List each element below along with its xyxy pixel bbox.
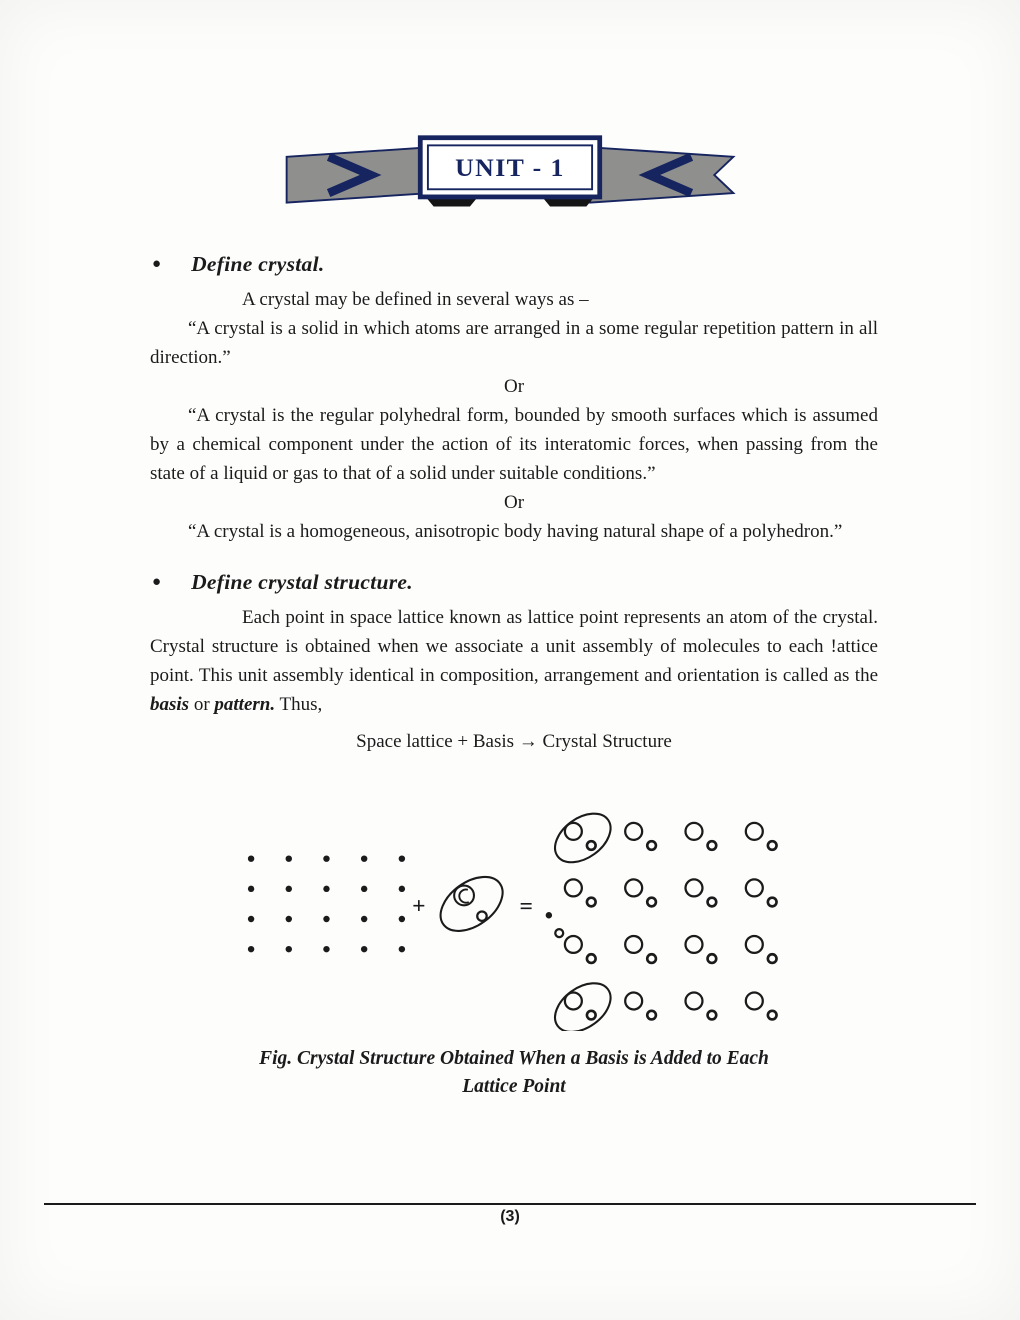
page-footer xyxy=(44,1203,976,1226)
large-atom xyxy=(625,936,642,953)
large-atom xyxy=(746,879,763,896)
lattice-point-dot xyxy=(323,886,329,892)
lattice-point-dot xyxy=(248,855,254,861)
lattice-point-dot xyxy=(399,886,405,892)
banner-ribbon-left xyxy=(287,147,430,202)
large-atom xyxy=(625,993,642,1010)
small-atom xyxy=(708,1011,717,1020)
small-atom xyxy=(768,1011,777,1020)
large-atom xyxy=(686,993,703,1010)
large-atom xyxy=(686,936,703,953)
banner-ribbon-right xyxy=(590,147,733,202)
lattice-point-dot xyxy=(286,946,292,952)
small-atom xyxy=(587,841,596,850)
footer-rule xyxy=(44,1203,976,1205)
crystal-definition-1: “A crystal is a solid in which atoms are arranged in a some regular repetition pattern in all direction.” xyxy=(150,318,878,368)
small-atom xyxy=(708,841,717,850)
lattice-point-dot xyxy=(399,916,405,922)
large-atom xyxy=(565,823,582,840)
define-crystal-intro: A crystal may be defined in several ways as – xyxy=(242,289,589,310)
lattice-point-dot xyxy=(361,855,367,861)
crystal-structure-body-text: Each point in space lattice known as lattice point represents an atom of the crystal. Crystal structure is obtained when we associate a unit assembly of molecules to each !attice point. This unit assembly identical in composition, arrangement and orientation is called as the xyxy=(150,607,878,686)
lattice-point-dot xyxy=(361,946,367,952)
heading-define-crystal: Define crystal. xyxy=(191,252,325,276)
lattice-point-dot xyxy=(286,855,292,861)
thus-text: Thus, xyxy=(275,694,323,715)
small-atom xyxy=(647,898,656,907)
figure-caption-line-1: Fig. Crystal Structure Obtained When a Basis is Added to Each xyxy=(259,1048,769,1070)
large-atom xyxy=(746,936,763,953)
small-atom xyxy=(587,1011,596,1020)
small-atom xyxy=(647,1011,656,1020)
basis-small-atom xyxy=(477,911,486,920)
small-atom xyxy=(708,898,717,907)
lattice-point-dot xyxy=(323,946,329,952)
large-atom xyxy=(625,879,642,896)
basis-unit xyxy=(431,866,513,942)
figure-caption-line-2: Lattice Point xyxy=(462,1076,566,1098)
small-atom xyxy=(587,954,596,963)
basis-atom-crescent xyxy=(459,890,468,903)
unit-banner-graphic xyxy=(274,132,746,216)
basis-outline-ellipse xyxy=(431,866,513,942)
crystal-definition-3: “A crystal is a homogeneous, anisotropic body having natural shape of a polyhedron.” xyxy=(188,521,843,542)
small-atom xyxy=(708,954,717,963)
transition-small-atom xyxy=(555,929,563,937)
crystal-definition-2: “A crystal is the regular polyhedral form, bounded by smooth surfaces which is assumed by a chemical component under the action of its interatomic forces, when passing from the state of a liquid or gas to that of a solid under suitable conditions.” xyxy=(150,405,878,484)
small-atom xyxy=(587,898,596,907)
figure-caption xyxy=(150,1045,878,1101)
lattice-point-dot xyxy=(248,916,254,922)
large-atom xyxy=(565,879,582,896)
or-connector: or xyxy=(189,694,215,715)
lattice-point-dot xyxy=(248,886,254,892)
small-atom xyxy=(647,841,656,850)
figure-container xyxy=(150,772,878,1031)
small-atom xyxy=(768,898,777,907)
small-atom xyxy=(768,954,777,963)
lattice-point-dot xyxy=(248,946,254,952)
large-atom xyxy=(625,823,642,840)
lattice-point-dot xyxy=(323,855,329,861)
section-define-crystal-heading xyxy=(152,252,878,277)
bullet-icon: ● xyxy=(152,256,162,272)
large-atom xyxy=(746,993,763,1010)
lattice-point-dot xyxy=(323,916,329,922)
lattice-point-dot xyxy=(399,855,405,861)
large-atom xyxy=(565,993,582,1010)
large-atom xyxy=(686,879,703,896)
small-atom xyxy=(647,954,656,963)
small-atom xyxy=(768,841,777,850)
or-separator-2: Or xyxy=(503,492,525,513)
transition-lattice-dot xyxy=(546,912,552,918)
equals-sign: = xyxy=(519,893,533,920)
lattice-point-dot xyxy=(286,886,292,892)
plus-sign: + xyxy=(412,893,426,920)
large-atom xyxy=(565,936,582,953)
basis-highlight-ellipse-top xyxy=(546,804,620,873)
space-lattice-dots xyxy=(248,855,405,952)
heading-define-crystal-structure: Define crystal structure. xyxy=(191,570,413,594)
pattern-term: pattern. xyxy=(214,694,276,715)
lattice-point-dot xyxy=(361,886,367,892)
unit-banner xyxy=(0,0,1020,216)
page-content xyxy=(0,216,1020,1101)
basis-term: basis xyxy=(150,694,190,715)
page-number: (3) xyxy=(500,1208,520,1225)
crystal-structure-figure xyxy=(236,772,792,1031)
large-atom xyxy=(746,823,763,840)
bullet-icon: ● xyxy=(152,574,162,590)
crystal-structure-body xyxy=(150,603,878,719)
lattice-point-dot xyxy=(361,916,367,922)
crystal-structure-equation: Space lattice + Basis → Crystal Structure xyxy=(356,731,672,752)
lattice-point-dot xyxy=(286,916,292,922)
section-define-crystal-structure-heading xyxy=(152,570,878,595)
unit-title: UNIT - 1 xyxy=(455,152,565,182)
or-separator-1: Or xyxy=(503,376,525,397)
large-atom xyxy=(686,823,703,840)
lattice-point-dot xyxy=(399,946,405,952)
